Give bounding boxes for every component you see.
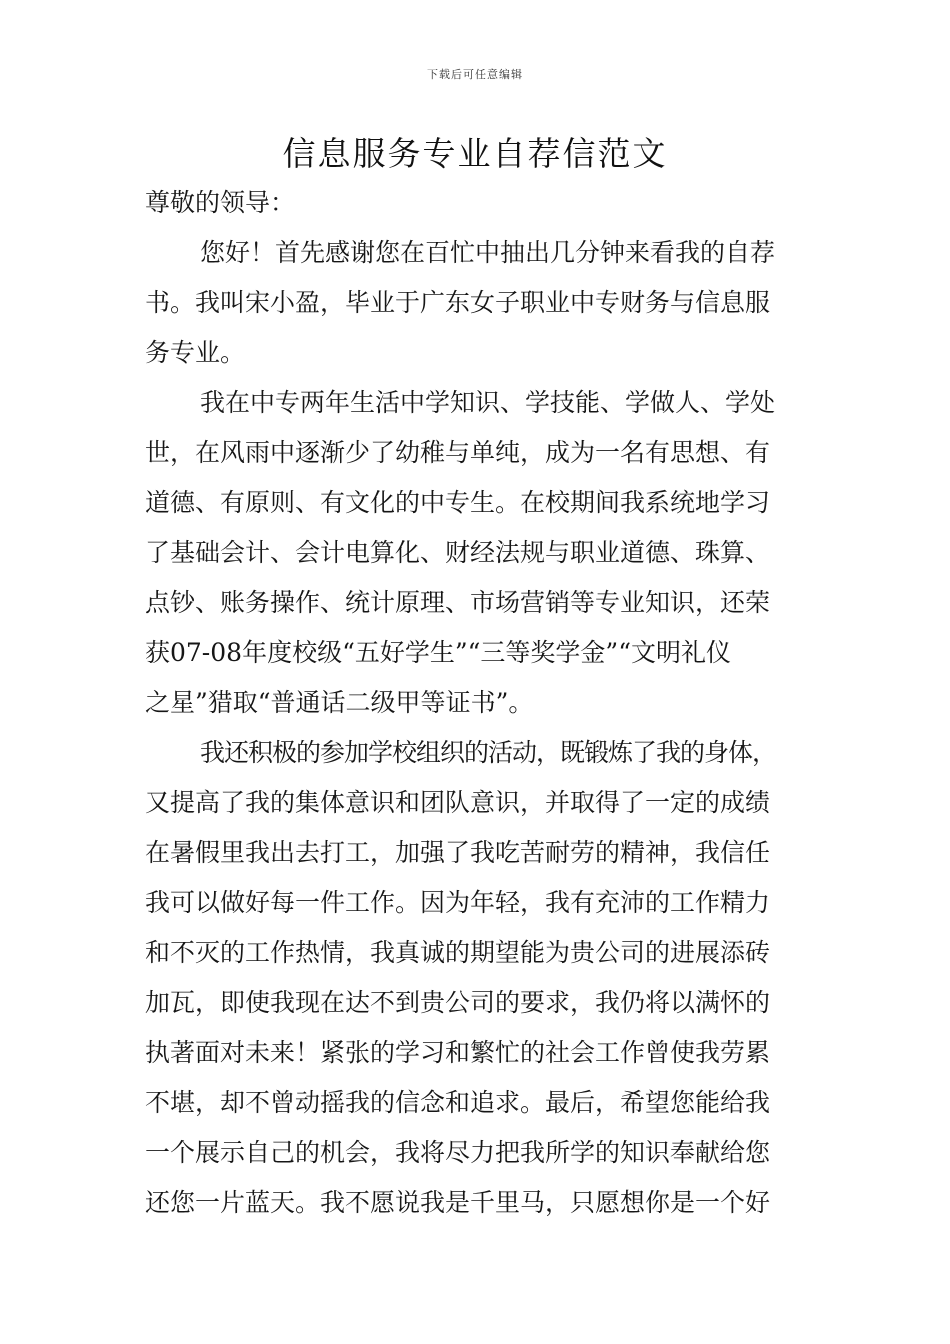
document-body: [145, 178, 815, 1228]
paragraph-line: 书。我叫宋小盈，毕业于广东女子职业中专财务与信息服: [145, 288, 771, 317]
paragraph-line: 之星”猎取“普通话二级甲等证书”。: [145, 688, 534, 717]
paragraph-line: 执著面对未来！紧张的学习和繁忙的社会工作曾使我劳累: [145, 1038, 771, 1067]
paragraph-line: 和不灭的工作热情，我真诚的期望能为贵公司的进展添砖: [145, 938, 771, 967]
document-title: 信息服务专业自荐信范文: [282, 134, 668, 173]
paragraph-line: 加瓦，即使我现在达不到贵公司的要求，我仍将以满怀的: [145, 988, 771, 1017]
paragraph-line: 您好！首先感谢您在百忙中抽出几分钟来看我的自荐: [200, 238, 776, 267]
paragraph-line: 获07-08年度校级“五好学生”“三等奖学金”“文明礼仪: [145, 638, 731, 667]
paragraph-line: 我可以做好每一件工作。因为年轻，我有充沛的工作精力: [145, 888, 771, 917]
paragraph-2: [145, 378, 815, 728]
paragraph-line: 还您一片蓝天。我不愿说我是千里马，只愿想你是一个好: [145, 1188, 771, 1217]
paragraph-1: [145, 228, 815, 378]
paragraph-line: 我在中专两年生活中学知识、学技能、学做人、学处: [200, 388, 776, 417]
paragraph-line: 在暑假里我出去打工，加强了我吃苦耐劳的精神，我信任: [145, 838, 771, 867]
paragraph-3: [145, 728, 815, 1228]
header-note: 下载后可任意编辑: [427, 68, 523, 81]
paragraph-line: 不堪，却不曾动摇我的信念和追求。最后，希望您能给我: [145, 1088, 771, 1117]
paragraph-line: 道德、有原则、有文化的中专生。在校期间我系统地学习: [145, 488, 771, 517]
paragraph-line: 世，在风雨中逐渐少了幼稚与单纯，成为一名有思想、有: [145, 438, 771, 467]
paragraph-line: 点钞、账务操作、统计原理、市场营销等专业知识，还荣: [145, 588, 771, 617]
paragraph-line: 了基础会计、会计电算化、财经法规与职业道德、珠算、: [145, 538, 771, 567]
paragraph-line: 我还积极的参加学校组织的活动，既锻炼了我的身体，: [200, 738, 777, 767]
paragraph-line: 一个展示自己的机会，我将尽力把我所学的知识奉献给您: [145, 1138, 771, 1167]
paragraph-line: 又提高了我的集体意识和团队意识，并取得了一定的成绩: [145, 788, 771, 817]
salutation: 尊敬的领导：: [145, 188, 296, 217]
paragraph-line: 务专业。: [145, 338, 246, 367]
